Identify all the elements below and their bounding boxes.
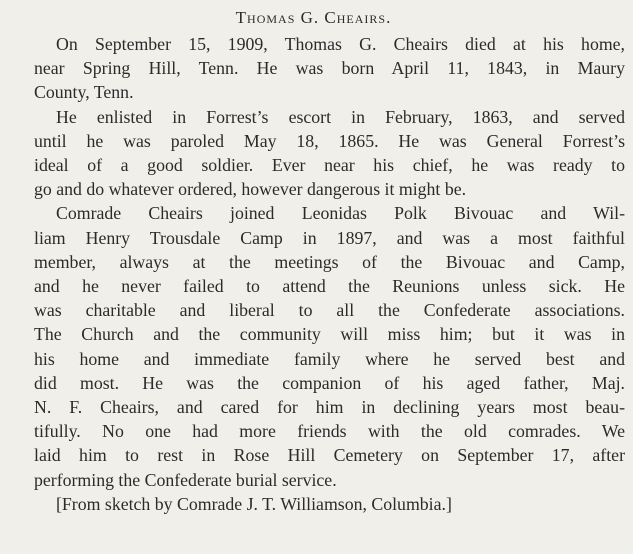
text-line: On September 15, 1909, Thomas G. Cheairs died at his home, bbox=[56, 34, 625, 54]
article-title: Thomas G. Cheairs. bbox=[235, 8, 392, 27]
paragraph-3 bbox=[12, 201, 625, 491]
text-line: performing the Confederate burial service. bbox=[34, 469, 337, 490]
text-line: his home and immediate family where he served best and bbox=[34, 348, 625, 369]
text-line: liam Henry Trousdale Camp in 1897, and was a most faithful bbox=[34, 227, 625, 248]
text-line: The Church and the community will miss him; but it was in bbox=[34, 324, 625, 345]
text-line: near Spring Hill, Tenn. He was born April 11, 1843, in Maury bbox=[34, 58, 625, 79]
paragraph-4-attribution bbox=[12, 492, 625, 516]
paragraph-2 bbox=[12, 105, 625, 202]
text-line: tifully. No one had more friends with the old comrades. We bbox=[34, 421, 625, 442]
paragraph-1 bbox=[12, 32, 625, 105]
text-line: Comrade Cheairs joined Leonidas Polk Bivouac and Wil- bbox=[56, 203, 625, 224]
text-line: County, Tenn. bbox=[34, 82, 134, 103]
text-line: He enlisted in Forrest’s escort in February, 1863, and served bbox=[56, 106, 625, 127]
text-line: was charitable and liberal to all the Confederate associations. bbox=[34, 300, 625, 321]
text-line: [From sketch by Comrade J. T. Williamson, Columbia.] bbox=[56, 493, 452, 514]
text-line: N. F. Cheairs, and cared for him in declining years most beau- bbox=[34, 397, 625, 418]
text-line: until he was paroled May 18, 1865. He was General Forrest’s bbox=[34, 130, 625, 151]
text-line: member, always at the meetings of the Bivouac and Camp, bbox=[34, 251, 625, 272]
text-line: laid him to rest in Rose Hill Cemetery on September 17, after bbox=[34, 445, 625, 466]
text-line: did most. He was the companion of his aged father, Maj. bbox=[34, 372, 625, 393]
text-line: ideal of a good soldier. Ever near his chief, he was ready to bbox=[34, 155, 625, 176]
text-line: and he never failed to attend the Reunions unless sick. He bbox=[34, 276, 625, 297]
text-line: go and do whatever ordered, however dangerous it might be. bbox=[34, 179, 467, 200]
